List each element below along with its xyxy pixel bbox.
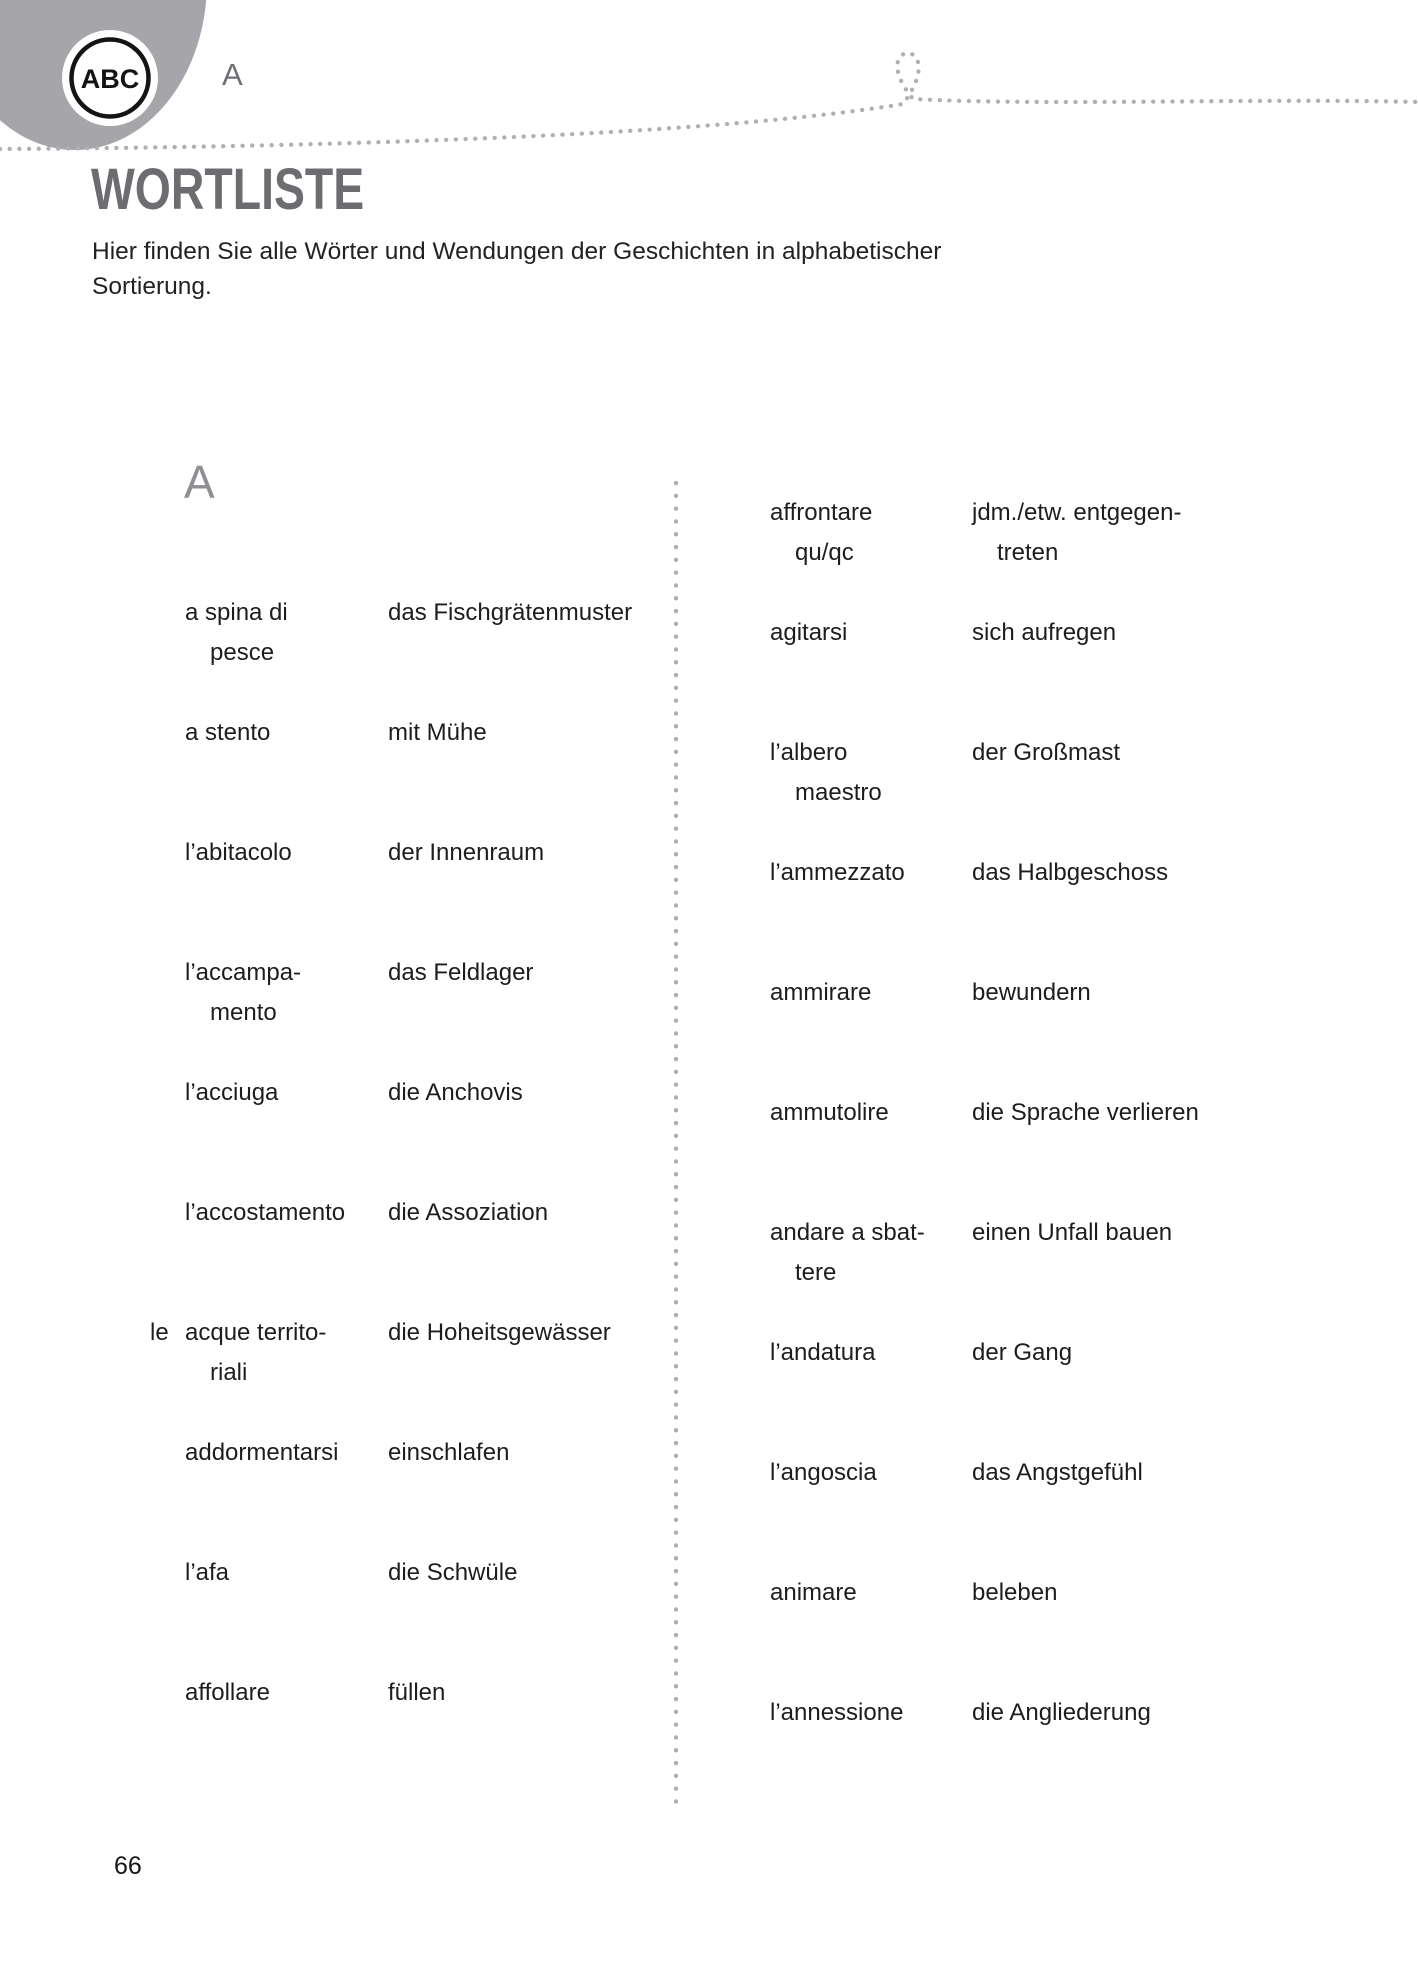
wordlist-column-right (0, 493, 1418, 1813)
entry-line: l’andatura (770, 1339, 876, 1366)
entry-line: der Großmast (972, 739, 1121, 766)
entry-line: beleben (972, 1579, 1058, 1606)
entry-line: einschlafen (388, 1439, 510, 1466)
entry-line: das Halbgeschoss (972, 859, 1169, 886)
entry-line: die Assoziation (388, 1199, 549, 1226)
entry-line: mit Mühe (388, 719, 487, 746)
wordlist-entry (0, 613, 1418, 733)
page-title: WORTLISTE (91, 157, 365, 222)
page-number: 66 (114, 1852, 142, 1880)
entry-translation (972, 1453, 1412, 1493)
entry-line: a spina di (185, 599, 288, 626)
entry-line: der Innenraum (388, 839, 545, 866)
entry-line: acque territo- (185, 1319, 327, 1346)
entry-line: maestro (795, 779, 882, 806)
entry-line: l’ammezzato (770, 859, 905, 886)
entry-line: füllen (388, 1679, 446, 1706)
entry-term (770, 613, 968, 653)
dotted-squiggle-line (0, 53, 1418, 149)
entry-term (770, 1453, 968, 1493)
entry-line: l’accampa- (185, 959, 302, 986)
wordlist-entry (0, 853, 1418, 973)
entry-line: addormentarsi (185, 1439, 339, 1466)
section-letter-heading: A (184, 456, 215, 508)
entry-line: pesce (210, 639, 275, 666)
entry-translation (972, 973, 1412, 1013)
entry-term (770, 493, 968, 573)
entry-line: l’annessione (770, 1699, 904, 1726)
entry-article: le (150, 1319, 169, 1346)
entry-translation (972, 613, 1412, 653)
entry-term (770, 1573, 968, 1613)
entry-translation (972, 733, 1412, 773)
entry-line: mento (210, 999, 277, 1026)
corner-section-letter: A (222, 57, 243, 92)
entry-term (770, 733, 968, 813)
entry-line: tere (795, 1259, 837, 1286)
wordlist-entry (0, 1093, 1418, 1213)
entry-term (770, 1213, 968, 1293)
entry-line: a stento (185, 719, 271, 746)
wordlist-entry (0, 1573, 1418, 1693)
entry-translation (972, 853, 1412, 893)
abc-badge-label: ABC (80, 64, 140, 94)
entry-line: jdm./etw. entgegen- (972, 499, 1182, 526)
wordlist-entry (0, 1693, 1418, 1813)
entry-line: sich aufregen (972, 619, 1117, 646)
wordlist-entry (0, 493, 1418, 613)
entry-term (770, 973, 968, 1013)
entry-line: bewundern (972, 979, 1091, 1006)
entry-line: affollare (185, 1679, 270, 1706)
entry-line: riali (210, 1359, 248, 1386)
entry-line: treten (997, 539, 1059, 566)
entry-line: qu/qc (795, 539, 854, 566)
wordlist-entry (0, 973, 1418, 1093)
entry-term (770, 1693, 968, 1733)
wordlist-entry (0, 1453, 1418, 1573)
intro-line-2: Sortierung. (92, 273, 212, 300)
entry-line: die Anchovis (388, 1079, 523, 1106)
entry-line: ammutolire (770, 1099, 889, 1126)
entry-line: affrontare (770, 499, 873, 526)
entry-line: l’accostamento (185, 1199, 346, 1226)
entry-term (770, 1333, 968, 1373)
entry-line: l’abitacolo (185, 839, 292, 866)
entry-line: l’albero (770, 739, 848, 766)
wordlist-entry (0, 1213, 1418, 1333)
entry-line: einen Unfall bauen (972, 1219, 1173, 1246)
entry-line: der Gang (972, 1339, 1073, 1366)
entry-translation (972, 1213, 1412, 1253)
entry-line: das Fischgrätenmuster (388, 599, 633, 626)
entry-line: andare a sbat- (770, 1219, 925, 1246)
entry-line: die Angliederung (972, 1699, 1151, 1726)
entry-line: l’angoscia (770, 1459, 877, 1486)
entry-term (770, 1093, 968, 1133)
intro-line-1: Hier finden Sie alle Wörter und Wendungen der Geschichten in alphabetischer (92, 238, 942, 265)
wordlist-entry (0, 1333, 1418, 1453)
entry-line: animare (770, 1579, 857, 1606)
entry-line: l’afa (185, 1559, 230, 1586)
entry-term (770, 853, 968, 893)
entry-translation (972, 1093, 1412, 1133)
entry-translation (972, 1573, 1412, 1613)
intro-paragraph (92, 234, 941, 304)
entry-translation (972, 1333, 1412, 1373)
entry-translation (972, 493, 1412, 573)
entry-line: das Angstgefühl (972, 1459, 1143, 1486)
entry-line: das Feldlager (388, 959, 534, 986)
wordlist-entry (0, 733, 1418, 853)
entry-line: ammirare (770, 979, 872, 1006)
entry-line: die Schwüle (388, 1559, 518, 1586)
entry-line: agitarsi (770, 619, 848, 646)
entry-line: die Sprache verlieren (972, 1099, 1199, 1126)
entry-line: die Hoheitsgewässer (388, 1319, 611, 1346)
entry-line: l’acciuga (185, 1079, 279, 1106)
entry-translation (972, 1693, 1412, 1733)
